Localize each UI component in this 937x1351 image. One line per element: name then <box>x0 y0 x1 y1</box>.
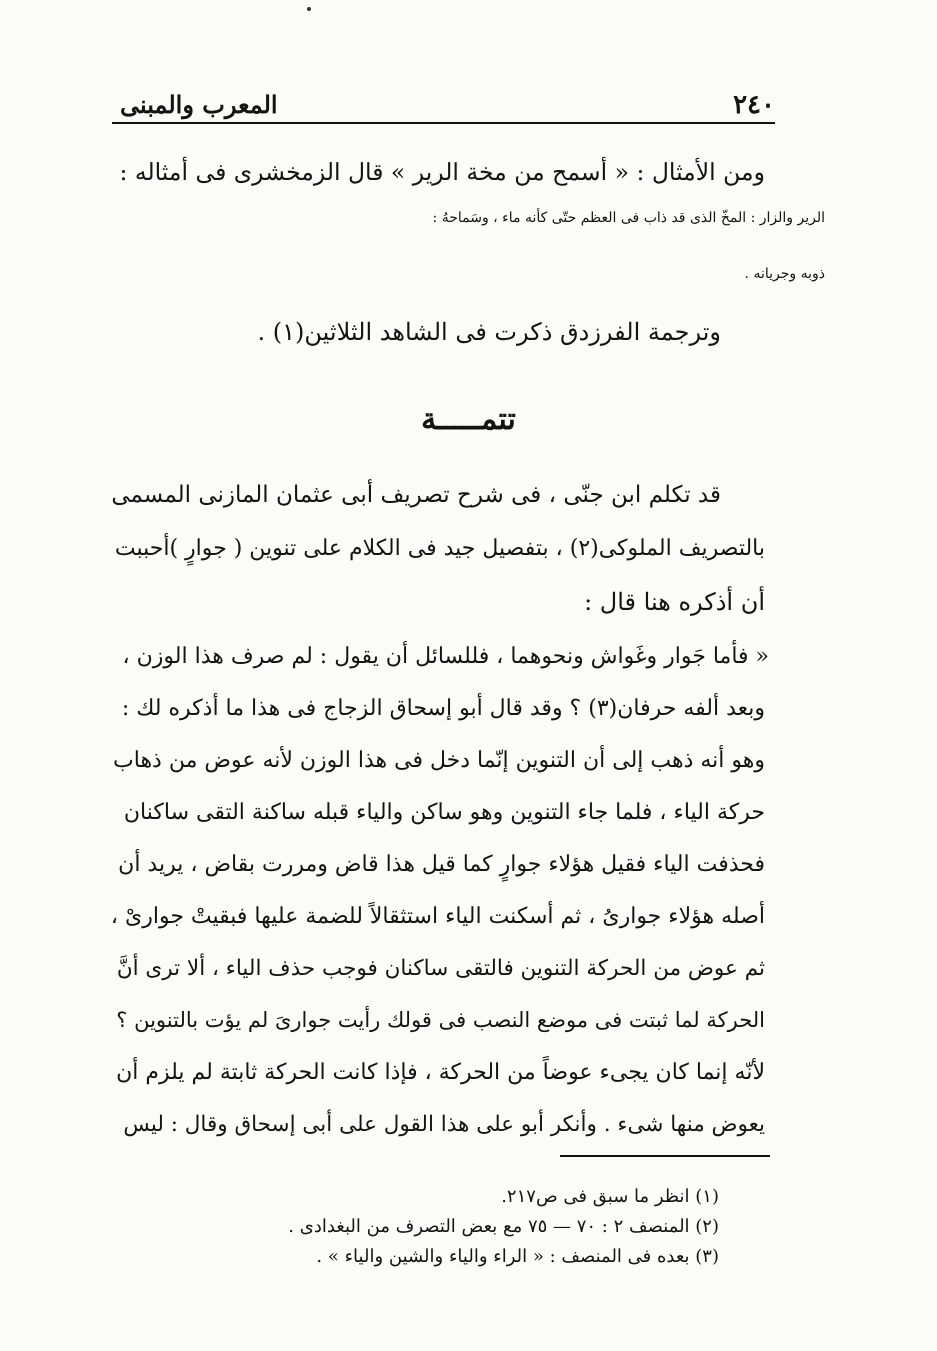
text-line: وترجمة الفرزدق ذكرت فى الشاهد الثلاثين(١) . <box>257 318 721 346</box>
text-line: حركة الياء ، فلما جاء التنوين وهو ساكن والياء قبله ساكنة التقى ساكنان <box>123 800 765 825</box>
text-line: أصله هؤلاء جوارىُ ، ثم أسكنت الياء استثقالاً للضمة عليها فبقيتْ جوارىْ ، <box>110 904 765 929</box>
text-line: الرير والزار : المخّ الذى قد ذاب فى العظم حتّى كأنه ماء ، وسَماحهُ : <box>432 210 825 226</box>
text-line: ومن الأمثال : « أسمح من مخة الرير » قال الزمخشرى فى أمثاله : <box>119 158 765 186</box>
text-line: فحذفت الياء فقيل هؤلاء جوارٍ كما قيل هذا قاض ومررت بقاض ، يريد أن <box>118 852 765 877</box>
section-heading: تتمـــــة <box>421 402 516 437</box>
text-line: ثم عوض من الحركة التنوين فالتقى ساكنان فوجب حذف الياء ، ألا ترى أنَّ <box>116 956 765 981</box>
text-line: وبعد ألفه حرفان(٣) ؟ وقد قال أبو إسحاق الزجاج فى هذا ما أذكره لك : <box>121 696 765 721</box>
footnote-3: (٣) بعده فى المنصف : « الراء والياء والشين والياء » . <box>316 1246 719 1267</box>
text-line: أن أذكره هنا قال : <box>584 588 765 616</box>
text-line: « فأما جَوار وغَواش ونحوهما ، فللسائل أن يقول : لم صرف هذا الوزن ، <box>122 644 769 669</box>
page-header <box>112 82 775 120</box>
speck-mark <box>307 7 311 11</box>
page-number: ٢٤٠ <box>733 90 775 120</box>
text-line: لأنّه إنما كان يجىء عوضاً من الحركة ، فإذا كانت الحركة ثابتة لم يلزم أن <box>116 1060 765 1085</box>
running-title: المعرب والمبنى <box>120 90 278 119</box>
footnote-2: (٢) المنصف ٢ : ٧٠ — ٧٥ مع بعض التصرف من البغدادى . <box>288 1216 719 1237</box>
footnote-1: (١) انظر ما سبق فى ص٢١٧. <box>501 1186 719 1207</box>
text-line: وهو أنه ذهب إلى أن التنوين إنّما دخل فى هذا الوزن لأنه عوض من ذهاب <box>113 748 765 773</box>
text-line: الحركة لما ثبتت فى موضع النصب فى قولك رأيت جوارىَ لم يؤت بالتنوين ؟ <box>116 1008 765 1032</box>
header-rule <box>112 122 775 124</box>
text-line: يعوض منها شىء . وأنكر أبو على هذا القول على أبى إسحاق وقال : ليس <box>123 1112 765 1137</box>
text-line: ذوبه وجريانه . <box>744 266 825 282</box>
footnotes <box>288 1182 719 1272</box>
footnote-rule <box>560 1155 770 1157</box>
text-line: قد تكلم ابن جنّى ، فى شرح تصريف أبى عثمان المازنى المسمى <box>111 482 721 508</box>
text-line: بالتصريف الملوكى(٢) ، بتفصيل جيد فى الكلام على تنوين ( جوارٍ )أحببت <box>114 536 765 561</box>
